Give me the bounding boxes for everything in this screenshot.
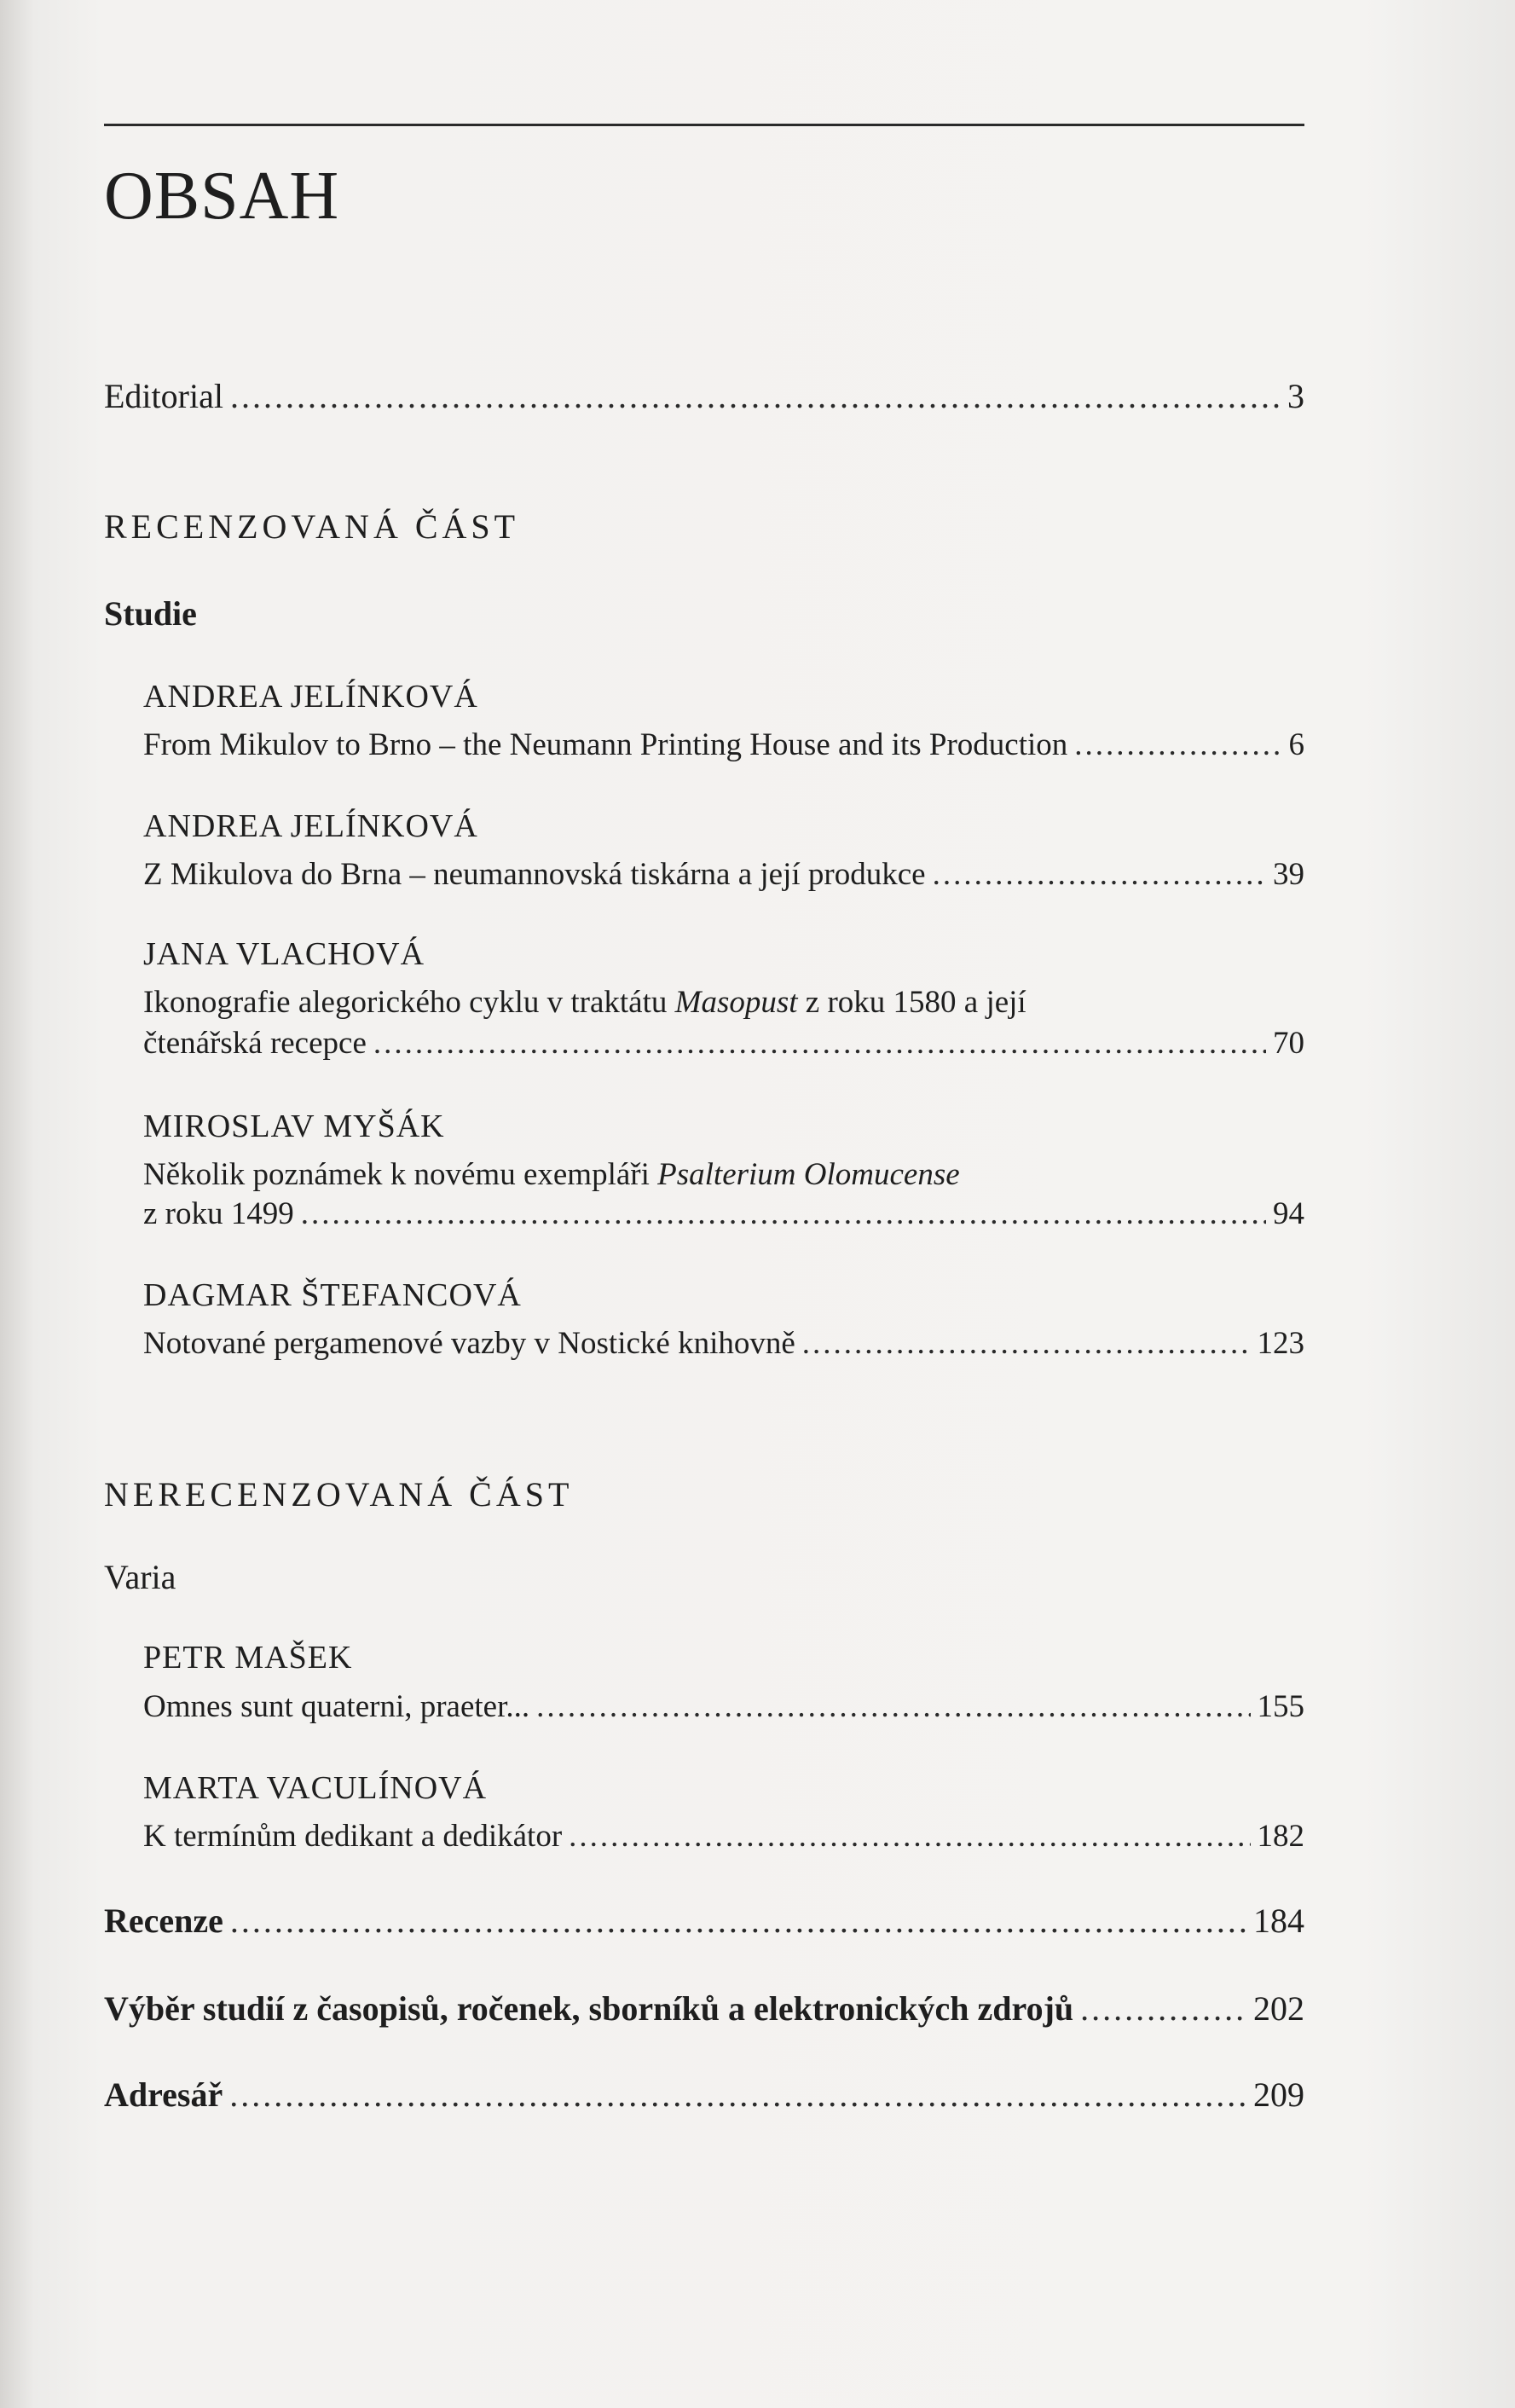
subheading-varia: Varia bbox=[104, 1558, 176, 1596]
toc-adresar-page: 209 bbox=[1253, 2075, 1304, 2114]
entry-author: PETR MAŠEK bbox=[143, 1640, 353, 1676]
entry-title-line1 bbox=[143, 1159, 960, 1190]
section-heading-nonreviewed: NERECENZOVANÁ ČÁST bbox=[104, 1475, 574, 1514]
entry-title: K termínům dedikant a dedikátor bbox=[143, 1819, 563, 1854]
entry-title-part: z roku 1580 a její bbox=[797, 985, 1026, 1020]
entry-page: 70 bbox=[1273, 1026, 1304, 1061]
subheading-studie: Studie bbox=[104, 594, 197, 633]
section-heading-reviewed: RECENZOVANÁ ČÁST bbox=[104, 507, 520, 546]
entry-page: 182 bbox=[1257, 1819, 1304, 1854]
entry-title-italic: Masopust bbox=[674, 985, 798, 1020]
toc-vyber-label: Výběr studií z časopisů, ročenek, sborníků a elektronických zdrojů bbox=[104, 1989, 1074, 2028]
entry-author: MARTA VACULÍNOVÁ bbox=[143, 1770, 488, 1806]
entry-title: From Mikulov to Brno – the Neumann Printing House and its Production bbox=[143, 727, 1068, 762]
entry-author: JANA VLACHOVÁ bbox=[143, 936, 425, 972]
toc-entry bbox=[143, 1691, 1304, 1722]
leader-dots bbox=[229, 2078, 1246, 2112]
page-title: OBSAH bbox=[104, 159, 340, 234]
toc-editorial-page: 3 bbox=[1287, 377, 1304, 415]
entry-title: Notované pergamenové vazby v Nostické knihovně bbox=[143, 1326, 795, 1361]
entry-title: Z Mikulova do Brna – neumannovská tiskárna a její produkce bbox=[143, 857, 926, 892]
toc-vyber bbox=[104, 1989, 1304, 2028]
toc-recenze bbox=[104, 1904, 1304, 1938]
leader-dots bbox=[1074, 729, 1281, 761]
entry-title-part: Několik poznámek k novému exempláři bbox=[143, 1157, 658, 1192]
toc-entry bbox=[143, 1820, 1304, 1852]
toc-adresar bbox=[104, 2075, 1304, 2114]
toc-recenze-page: 184 bbox=[1253, 1902, 1304, 1940]
entry-page: 155 bbox=[1257, 1689, 1304, 1724]
entry-page: 123 bbox=[1257, 1326, 1304, 1361]
toc-vyber-page: 202 bbox=[1253, 1989, 1304, 2028]
entry-author: ANDREA JELÍNKOVÁ bbox=[143, 808, 478, 844]
leader-dots bbox=[802, 1328, 1251, 1359]
leader-dots bbox=[536, 1691, 1250, 1722]
leader-dots bbox=[933, 859, 1266, 890]
entry-page: 94 bbox=[1273, 1196, 1304, 1231]
entry-title-line2: z roku 1499 bbox=[143, 1196, 294, 1231]
entry-title-line2: čtenářská recepce bbox=[143, 1026, 367, 1061]
leader-dots bbox=[1080, 1992, 1246, 2026]
top-rule bbox=[104, 124, 1304, 126]
entry-author: DAGMAR ŠTEFANCOVÁ bbox=[143, 1277, 522, 1313]
toc-adresar-label: Adresář bbox=[104, 2075, 223, 2114]
toc-editorial bbox=[104, 379, 1304, 414]
leader-dots bbox=[230, 379, 1281, 414]
entry-page: 39 bbox=[1273, 857, 1304, 892]
toc-entry bbox=[143, 859, 1304, 890]
entry-page: 6 bbox=[1288, 727, 1304, 762]
entry-title-line1 bbox=[143, 987, 1026, 1018]
toc-recenze-label: Recenze bbox=[104, 1902, 223, 1940]
entry-title-part: Ikonografie alegorického cyklu v traktátu bbox=[143, 985, 675, 1020]
leader-dots bbox=[230, 1904, 1246, 1938]
toc-editorial-label: Editorial bbox=[104, 377, 223, 415]
entry-author: MIROSLAV MYŠÁK bbox=[143, 1108, 445, 1144]
leader-dots bbox=[373, 1027, 1266, 1059]
leader-dots bbox=[569, 1820, 1250, 1852]
entry-title-italic: Psalterium Olomucense bbox=[657, 1157, 960, 1192]
toc-entry bbox=[143, 1027, 1304, 1059]
entry-title: Omnes sunt quaterni, praeter... bbox=[143, 1689, 530, 1724]
toc-entry bbox=[143, 729, 1304, 761]
toc-entry bbox=[143, 1328, 1304, 1359]
entry-author: ANDREA JELÍNKOVÁ bbox=[143, 679, 478, 715]
toc-entry bbox=[143, 1198, 1304, 1230]
leader-dots bbox=[301, 1198, 1266, 1230]
